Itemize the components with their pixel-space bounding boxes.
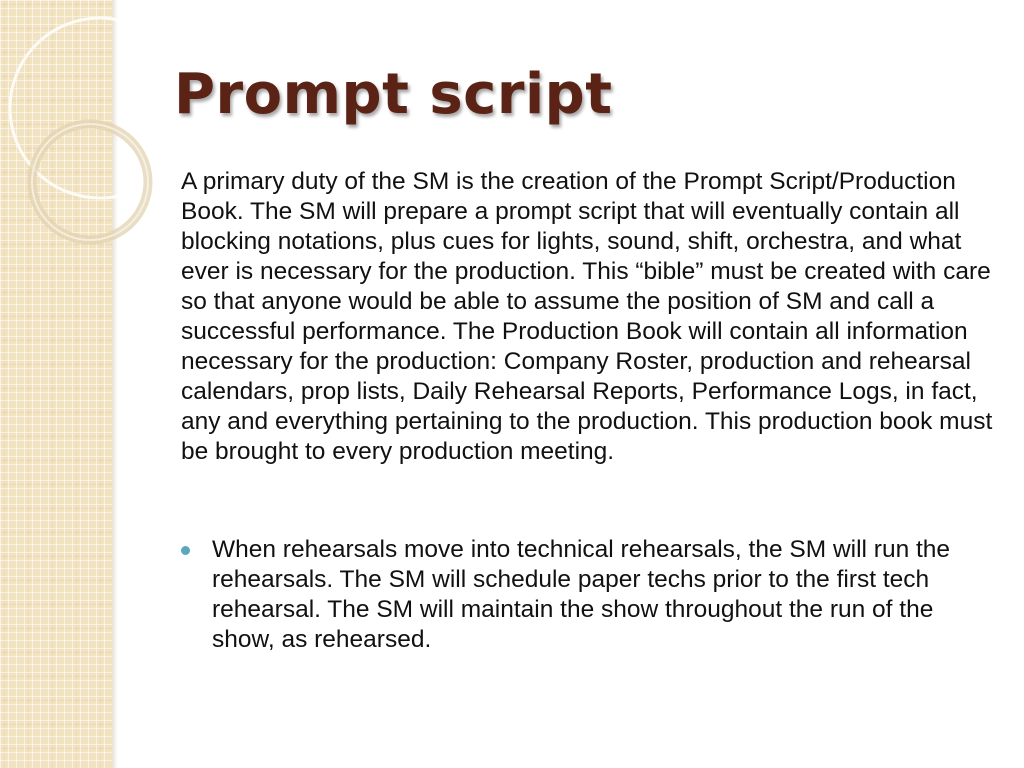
- slide-title: Prompt script: [174, 62, 613, 127]
- bullet-dot-icon: [181, 546, 190, 555]
- decorative-side-panel: [0, 0, 112, 768]
- bullet-text: When rehearsals move into technical rehearsals, the SM will run the rehearsals. The SM will schedule paper techs prior to the first tech rehearsal. The SM will maintain the show throughout the run of the show, as rehearsed.: [212, 536, 951, 653]
- side-panel-edge: [112, 0, 118, 768]
- bullet-item: [181, 535, 981, 655]
- body-paragraph: A primary duty of the SM is the creation of the Prompt Script/Production Book. The SM will prepare a prompt script that will eventually contain all blocking notations, plus cues for lights, sound, shift, orchestra, and what ever is necessary for the production. This “bible” must be created with care so that anyone would be able to assume the position of SM and call a successful performance. The Production Book will contain all information necessary for the production: Company Roster, production and rehearsal calendars, prop lists, Daily Rehearsal Reports, Performance Logs, in fact, any and everything pertaining to the production. This production book must be brought to every production meeting.: [181, 168, 993, 465]
